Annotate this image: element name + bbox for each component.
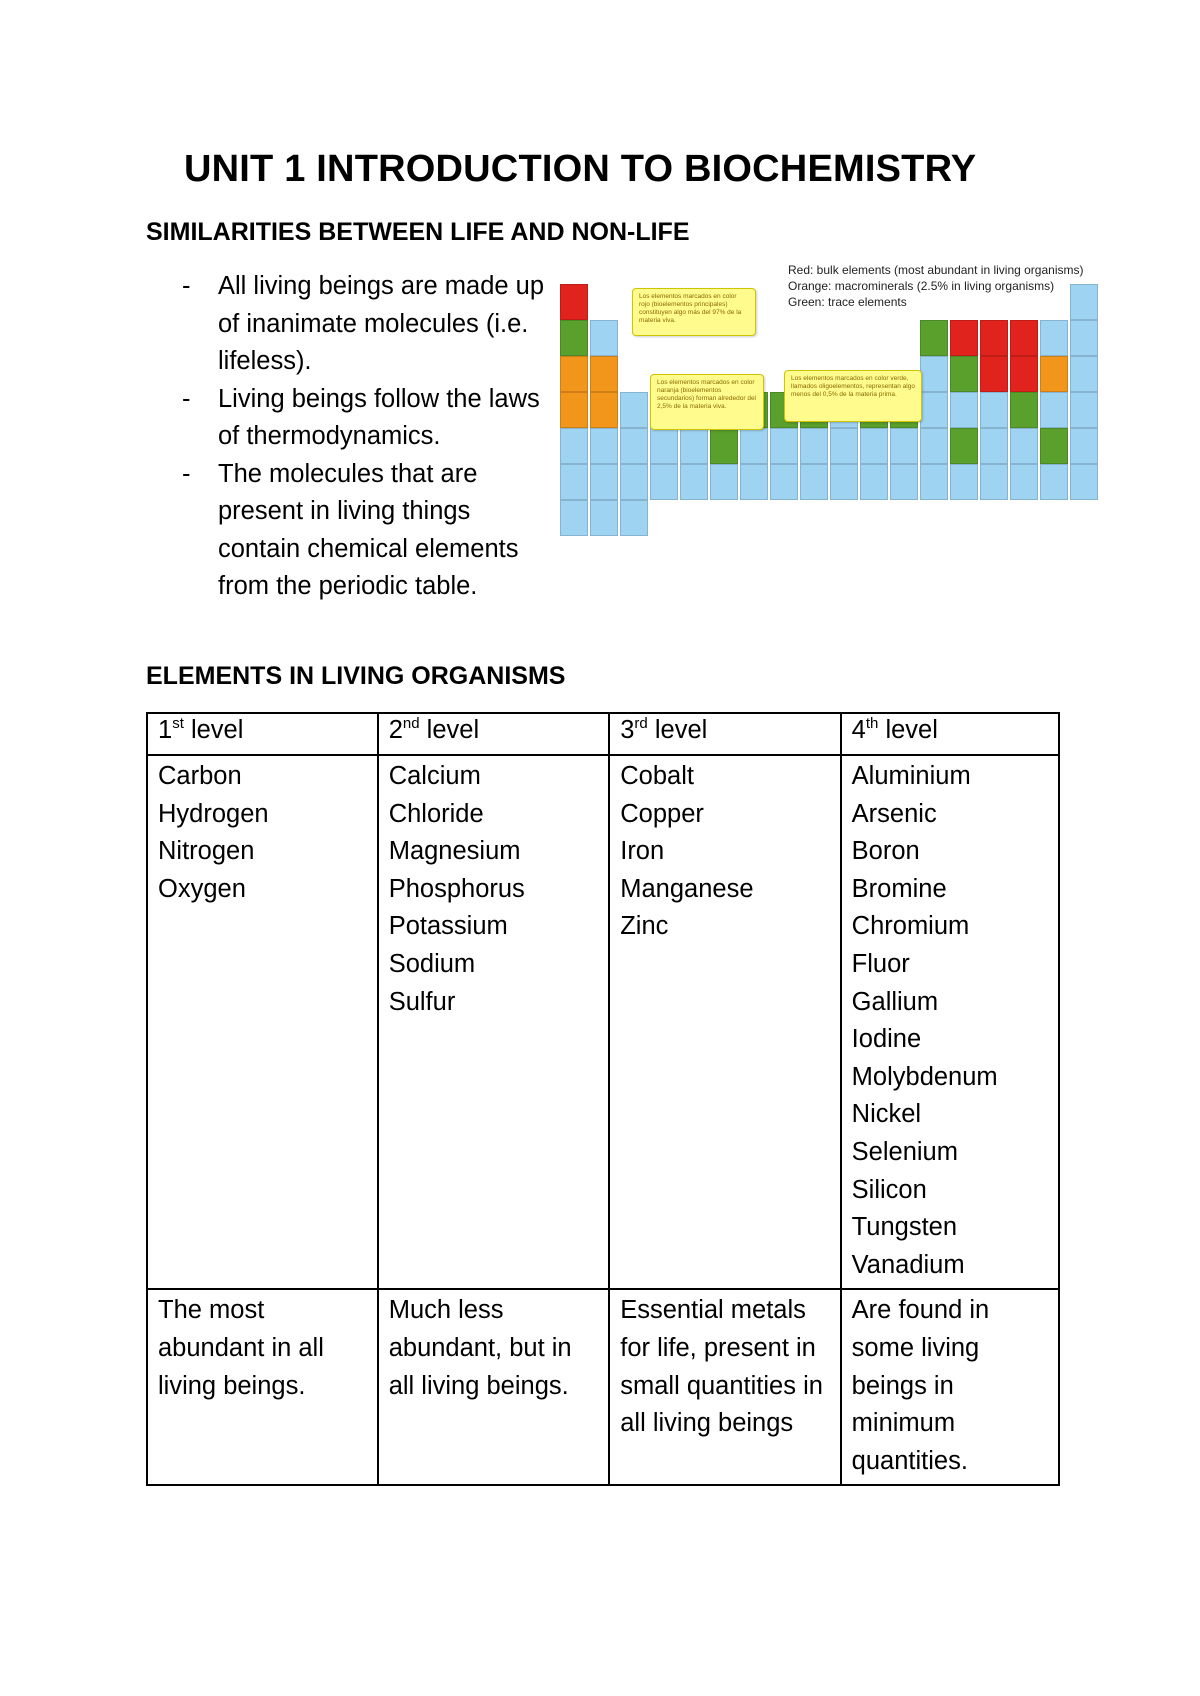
legend-trace: Green: trace elements	[788, 295, 907, 309]
element-tile	[980, 428, 1008, 464]
element-tile	[590, 464, 618, 500]
element-tile	[590, 500, 618, 536]
element-name: Arsenic	[851, 799, 937, 828]
element-name: Hydrogen	[158, 799, 269, 828]
level-description: Essential metals for life, present in small quantities in all living beings	[609, 1289, 840, 1485]
element-tile	[770, 428, 798, 464]
list-item-text: All living beings are made up of inanimate molecules (i.e. lifeless).	[218, 272, 545, 375]
element-name: Sulfur	[388, 987, 456, 1016]
element-tile	[980, 320, 1008, 356]
element-list-level-2	[378, 755, 610, 1289]
element-tile	[560, 356, 588, 392]
element-name: Calcium	[388, 762, 481, 790]
element-tile	[620, 392, 648, 428]
element-tile	[890, 428, 918, 464]
element-tile	[740, 464, 768, 500]
element-tile	[590, 428, 618, 464]
level-description: Are found in some living beings in minimum quantities.	[841, 1289, 1059, 1485]
element-tile	[860, 464, 888, 500]
list-item	[182, 456, 552, 606]
element-tile	[620, 500, 648, 536]
element-name: Fluor	[851, 949, 910, 978]
element-tile	[1070, 464, 1098, 500]
element-tile	[950, 392, 978, 428]
element-name: Oxygen	[158, 874, 246, 903]
element-tile	[1040, 428, 1068, 464]
element-tile	[1070, 428, 1098, 464]
element-name: Chloride	[388, 799, 484, 828]
level-description: The most abundant in all living beings.	[147, 1289, 378, 1485]
element-tile	[680, 464, 708, 500]
element-tile	[980, 464, 1008, 500]
element-tile	[620, 428, 648, 464]
element-tile	[830, 464, 858, 500]
element-name: Gallium	[851, 987, 939, 1016]
element-name: Aluminium	[851, 762, 971, 790]
element-tile	[920, 464, 948, 500]
note-red-elements: Los elementos marcados en color rojo (bioelementos principales) constituyen algo más del 97% de la materia viva.	[632, 288, 756, 336]
element-tile	[830, 428, 858, 464]
element-tile	[590, 392, 618, 428]
bullet-dash: -	[182, 272, 191, 300]
elements-heading: ELEMENTS IN LIVING ORGANISMS	[146, 662, 566, 690]
element-tile	[560, 320, 588, 356]
element-name: Silicon	[851, 1175, 927, 1204]
element-name: Iron	[620, 837, 665, 866]
element-tile	[1040, 320, 1068, 356]
column-header: 3rd level	[609, 713, 840, 755]
list-item-text: The molecules that are present in living things contain chemical elements from the periodic table.	[218, 459, 519, 600]
element-name: Iodine	[851, 1025, 922, 1054]
page-title: UNIT 1 INTRODUCTION TO BIOCHEMISTRY	[184, 148, 977, 190]
similarities-list	[182, 268, 552, 606]
element-list-level-1	[147, 755, 378, 1289]
element-tile	[560, 284, 588, 320]
bullet-dash: -	[182, 459, 191, 488]
element-tile	[890, 464, 918, 500]
element-tile	[1010, 320, 1038, 356]
column-header: 2nd level	[378, 713, 610, 755]
element-tile	[710, 428, 738, 464]
legend-macrominerals: Orange: macrominerals (2.5% in living organisms)	[788, 279, 1055, 293]
element-tile	[1040, 464, 1068, 500]
table-row	[147, 755, 1059, 1289]
element-tile	[920, 320, 948, 356]
element-tile	[710, 464, 738, 500]
element-name: Tungsten	[851, 1213, 958, 1242]
element-tile	[860, 428, 888, 464]
element-name: Magnesium	[388, 837, 521, 866]
element-tile	[1010, 392, 1038, 428]
element-tile	[590, 320, 618, 356]
list-item	[182, 381, 552, 456]
element-name: Copper	[620, 799, 704, 828]
element-tile	[1070, 392, 1098, 428]
element-tile	[1040, 356, 1068, 392]
bullet-dash: -	[182, 384, 191, 413]
element-tile	[1070, 356, 1098, 392]
element-tile	[770, 464, 798, 500]
element-tile	[950, 464, 978, 500]
legend-bulk: Red: bulk elements (most abundant in living organisms)	[788, 263, 1084, 277]
element-tile	[620, 464, 648, 500]
element-list-level-3	[609, 755, 840, 1289]
similarities-heading: SIMILARITIES BETWEEN LIFE AND NON-LIFE	[146, 218, 690, 246]
column-header: 1st level	[147, 713, 378, 755]
table-header-row	[147, 713, 1059, 755]
level-description: Much less abundant, but in all living beings.	[378, 1289, 610, 1485]
note-orange-elements: Los elementos marcados en color naranja (bioelementos secundarios) forman alrededor del 2,5% de la materia viva.	[650, 374, 764, 430]
element-name: Vanadium	[851, 1250, 965, 1279]
element-tile	[560, 464, 588, 500]
element-tile	[800, 428, 828, 464]
element-name: Bromine	[851, 874, 947, 903]
element-tile	[650, 464, 678, 500]
element-name: Manganese	[620, 874, 754, 903]
element-list-level-4	[841, 755, 1059, 1289]
element-name: Zinc	[620, 912, 669, 941]
element-name: Carbon	[158, 762, 242, 790]
element-name: Molybdenum	[851, 1062, 998, 1091]
element-tile	[920, 356, 948, 392]
element-tile	[1040, 392, 1068, 428]
element-name: Boron	[851, 837, 920, 866]
element-tile	[560, 500, 588, 536]
periodic-table-figure	[560, 262, 1132, 634]
element-tile	[920, 392, 948, 428]
list-item	[182, 268, 552, 381]
list-item-text: Living beings follow the laws of thermodynamics.	[218, 384, 540, 450]
element-tile	[1070, 320, 1098, 356]
element-tile	[800, 464, 828, 500]
element-name: Phosphorus	[388, 874, 525, 903]
element-tile	[650, 428, 678, 464]
element-tile	[950, 356, 978, 392]
element-tile	[560, 392, 588, 428]
element-tile	[980, 392, 1008, 428]
element-tile	[950, 320, 978, 356]
element-tile	[1010, 428, 1038, 464]
element-name: Nickel	[851, 1100, 922, 1129]
element-name: Chromium	[851, 912, 970, 941]
figure-legend	[788, 262, 1083, 310]
element-tile	[680, 428, 708, 464]
element-tile	[740, 428, 768, 464]
element-tile	[590, 356, 618, 392]
element-tile	[1010, 464, 1038, 500]
element-tile	[560, 428, 588, 464]
element-tile	[950, 428, 978, 464]
element-name: Cobalt	[620, 762, 694, 790]
column-header: 4th level	[841, 713, 1059, 755]
element-name: Potassium	[388, 912, 508, 941]
elements-table	[146, 712, 1060, 1486]
element-tile	[1010, 356, 1038, 392]
table-row	[147, 1289, 1059, 1485]
element-name: Selenium	[851, 1137, 958, 1166]
element-tile	[980, 356, 1008, 392]
element-name: Nitrogen	[158, 837, 255, 866]
note-green-elements: Los elementos marcados en color verde, llamados oligoelementos, representan algo menos del 0,5% de la materia prima.	[784, 370, 922, 422]
element-tile	[920, 428, 948, 464]
element-name: Sodium	[388, 949, 476, 978]
